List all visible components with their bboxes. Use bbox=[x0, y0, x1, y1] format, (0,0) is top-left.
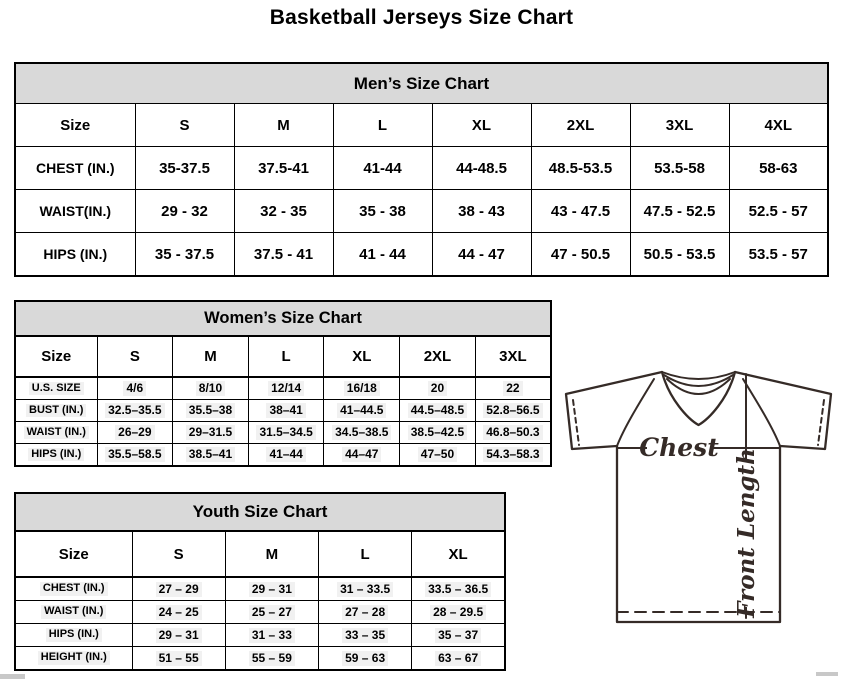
size-value: 34.5–38.5 bbox=[324, 422, 400, 444]
col-header: Size bbox=[15, 336, 97, 377]
size-value: 43 - 47.5 bbox=[531, 190, 630, 233]
size-value: 44-48.5 bbox=[432, 147, 531, 190]
row-label: HEIGHT (IN.) bbox=[15, 647, 132, 671]
size-value: 50.5 - 53.5 bbox=[630, 233, 729, 277]
col-header: Size bbox=[15, 531, 132, 577]
size-value: 26–29 bbox=[97, 422, 173, 444]
col-header: L bbox=[248, 336, 324, 377]
size-value: 53.5 - 57 bbox=[729, 233, 828, 277]
size-value: 37.5 - 41 bbox=[234, 233, 333, 277]
row-label: HIPS (IN.) bbox=[15, 444, 97, 467]
youth-size-table bbox=[14, 492, 506, 671]
size-value: 52.5 - 57 bbox=[729, 190, 828, 233]
size-value: 41–44.5 bbox=[324, 400, 400, 422]
col-header: 3XL bbox=[475, 336, 551, 377]
sleeve-cuff-left bbox=[573, 400, 579, 445]
size-value: 29 – 31 bbox=[225, 577, 318, 601]
collar-band bbox=[662, 372, 735, 379]
size-value: 35.5–58.5 bbox=[97, 444, 173, 467]
size-value: 37.5-41 bbox=[234, 147, 333, 190]
size-value: 16/18 bbox=[324, 377, 400, 400]
size-value: 47 - 50.5 bbox=[531, 233, 630, 277]
col-header: S bbox=[132, 531, 225, 577]
size-value: 35-37.5 bbox=[135, 147, 234, 190]
size-value: 58-63 bbox=[729, 147, 828, 190]
front-length-label: Front Length bbox=[733, 448, 760, 618]
size-value: 48.5-53.5 bbox=[531, 147, 630, 190]
col-header: L bbox=[319, 531, 412, 577]
womens-size-table bbox=[14, 300, 552, 467]
col-header: Size bbox=[15, 104, 135, 147]
womens-table-title: Women’s Size Chart bbox=[15, 301, 551, 336]
mens-size-table bbox=[14, 62, 829, 277]
size-value: 29 - 32 bbox=[135, 190, 234, 233]
row-label: WAIST (IN.) bbox=[15, 422, 97, 444]
size-value: 35.5–38 bbox=[173, 400, 249, 422]
size-value: 31 – 33 bbox=[225, 624, 318, 647]
size-value: 32 - 35 bbox=[234, 190, 333, 233]
size-value: 25 – 27 bbox=[225, 601, 318, 624]
size-value: 33 – 35 bbox=[319, 624, 412, 647]
col-header: M bbox=[225, 531, 318, 577]
size-value: 44–47 bbox=[324, 444, 400, 467]
size-value: 38 - 43 bbox=[432, 190, 531, 233]
size-value: 29–31.5 bbox=[173, 422, 249, 444]
size-value: 20 bbox=[400, 377, 476, 400]
size-value: 27 – 28 bbox=[319, 601, 412, 624]
size-value: 44 - 47 bbox=[432, 233, 531, 277]
size-value: 35 - 38 bbox=[333, 190, 432, 233]
size-value: 51 – 55 bbox=[132, 647, 225, 671]
size-value: 27 – 29 bbox=[132, 577, 225, 601]
size-value: 54.3–58.3 bbox=[475, 444, 551, 467]
col-header: S bbox=[97, 336, 173, 377]
sleeve-cuff-right bbox=[818, 400, 824, 445]
horizontal-scrollbar-fragment-left[interactable] bbox=[0, 674, 25, 679]
size-value: 4/6 bbox=[97, 377, 173, 400]
size-value: 38.5–41 bbox=[173, 444, 249, 467]
page-title: Basketball Jerseys Size Chart bbox=[269, 6, 574, 29]
size-value: 53.5-58 bbox=[630, 147, 729, 190]
size-value: 33.5 – 36.5 bbox=[412, 577, 505, 601]
col-header: XL bbox=[324, 336, 400, 377]
size-value: 28 – 29.5 bbox=[412, 601, 505, 624]
row-label: BUST (IN.) bbox=[15, 400, 97, 422]
col-header: 2XL bbox=[400, 336, 476, 377]
size-value: 35 – 37 bbox=[412, 624, 505, 647]
col-header: XL bbox=[432, 104, 531, 147]
mens-table-title: Men’s Size Chart bbox=[15, 63, 828, 104]
size-value: 32.5–35.5 bbox=[97, 400, 173, 422]
row-label: WAIST(IN.) bbox=[15, 190, 135, 233]
row-label: CHEST (IN.) bbox=[15, 577, 132, 601]
col-header: 4XL bbox=[729, 104, 828, 147]
size-value: 63 – 67 bbox=[412, 647, 505, 671]
col-header: 3XL bbox=[630, 104, 729, 147]
size-value: 52.8–56.5 bbox=[475, 400, 551, 422]
col-header: M bbox=[234, 104, 333, 147]
row-label: WAIST (IN.) bbox=[15, 601, 132, 624]
row-label: CHEST (IN.) bbox=[15, 147, 135, 190]
jersey-measurement-diagram bbox=[556, 360, 843, 638]
col-header: L bbox=[333, 104, 432, 147]
size-value: 12/14 bbox=[248, 377, 324, 400]
size-value: 8/10 bbox=[173, 377, 249, 400]
size-value: 35 - 37.5 bbox=[135, 233, 234, 277]
size-value: 22 bbox=[475, 377, 551, 400]
chest-label: Chest bbox=[639, 433, 719, 462]
size-value: 31 – 33.5 bbox=[319, 577, 412, 601]
armhole-seam-right bbox=[743, 379, 780, 446]
size-value: 47–50 bbox=[400, 444, 476, 467]
size-value: 59 – 63 bbox=[319, 647, 412, 671]
size-value: 55 – 59 bbox=[225, 647, 318, 671]
youth-table-title: Youth Size Chart bbox=[15, 493, 505, 531]
size-value: 38.5–42.5 bbox=[400, 422, 476, 444]
size-value: 41-44 bbox=[333, 147, 432, 190]
col-header: M bbox=[173, 336, 249, 377]
horizontal-scrollbar-fragment-right[interactable] bbox=[816, 672, 838, 676]
col-header: XL bbox=[412, 531, 505, 577]
row-label: HIPS (IN.) bbox=[15, 233, 135, 277]
size-value: 47.5 - 52.5 bbox=[630, 190, 729, 233]
size-value: 29 – 31 bbox=[132, 624, 225, 647]
jersey-outline bbox=[566, 372, 831, 622]
size-value: 24 – 25 bbox=[132, 601, 225, 624]
size-value: 46.8–50.3 bbox=[475, 422, 551, 444]
col-header: 2XL bbox=[531, 104, 630, 147]
row-label: HIPS (IN.) bbox=[15, 624, 132, 647]
row-label: U.S. SIZE bbox=[15, 377, 97, 400]
size-value: 31.5–34.5 bbox=[248, 422, 324, 444]
size-value: 38–41 bbox=[248, 400, 324, 422]
col-header: S bbox=[135, 104, 234, 147]
size-value: 41 - 44 bbox=[333, 233, 432, 277]
size-value: 41–44 bbox=[248, 444, 324, 467]
size-value: 44.5–48.5 bbox=[400, 400, 476, 422]
